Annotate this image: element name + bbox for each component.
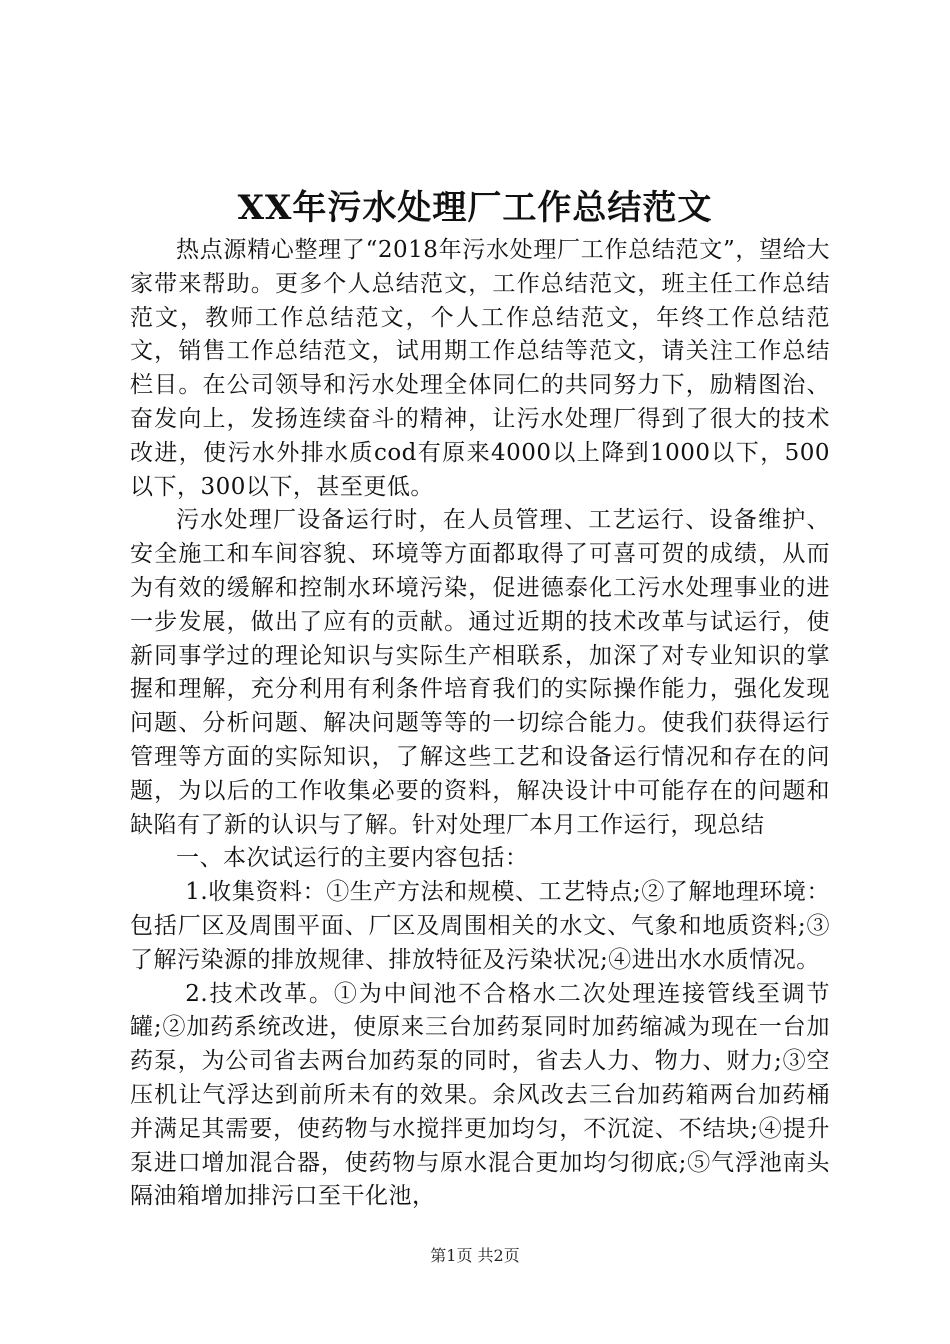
document-title: XX年污水处理厂工作总结范文	[237, 188, 713, 228]
page-number-footer: 第1页 共2页	[430, 1246, 520, 1265]
list-item-technical-reform: 2.技术改革。①为中间池不合格水二次处理连接管线至调节罐;②加药系统改进，使原来三台加药泵同时加药缩减为现在一台加药泵，为公司省去两台加药泵的同时，省去人力、物力、财力;③空压机让气浮达到前所未有的效果。余风改去三台加药箱两台加药桶并满足其需要，使药物与水搅拌更加均匀，不沉淀、不结块;④提升泵进口增加混合器，使药物与原水混合更加均匀彻底;⑤气浮池南头隔油箱增加排污口至干化池，	[130, 980, 830, 1210]
list-item-data-collection: 1.收集资料：①生产方法和规模、工艺特点;②了解地理环境：包括厂区及周围平面、厂区及周围相关的水文、气象和地质资料;③了解污染源的排放规律、排放特征及污染状况;④进出水水质情况。	[130, 879, 830, 973]
operation-paragraph: 污水处理厂设备运行时，在人员管理、工艺运行、设备维护、安全施工和车间容貌、环境等方面都取得了可喜可贺的成绩，从而为有效的缓解和控制水环境污染，促进德泰化工污水处理事业的进一步发展，做出了应有的贡献。通过近期的技术改革与试运行，使新同事学过的理论知识与实际生产相联系，加深了对专业知识的掌握和理解，充分利用有利条件培育我们的实际操作能力，强化发现问题、分析问题、解决问题等等的一切综合能力。使我们获得运行管理等方面的实际知识，了解这些工艺和设备运行情况和存在的问题，为以后的工作收集必要的资料，解决设计中可能存在的问题和缺陷有了新的认识与了解。针对处理厂本月工作运行，现总结	[130, 507, 830, 838]
section-heading: 一、本次试运行的主要内容包括：	[176, 845, 529, 872]
intro-paragraph: 热点源精心整理了“2018年污水处理厂工作总结范文”，望给大家带来帮助。更多个人总结范文，工作总结范文，班主任工作总结范文，教师工作总结范文，个人工作总结范文，年终工作总结范文，销售工作总结范文，试用期工作总结等范文，请关注工作总结栏目。在公司领导和污水处理全体同仁的共同努力下，励精图治、奋发向上，发扬连续奋斗的精神，让污水处理厂得到了很大的技术改进，使污水外排水质cod有原来4000以上降到1000以下，500以下，300以下，甚至更低。	[130, 237, 830, 500]
document-body	[130, 234, 830, 1214]
